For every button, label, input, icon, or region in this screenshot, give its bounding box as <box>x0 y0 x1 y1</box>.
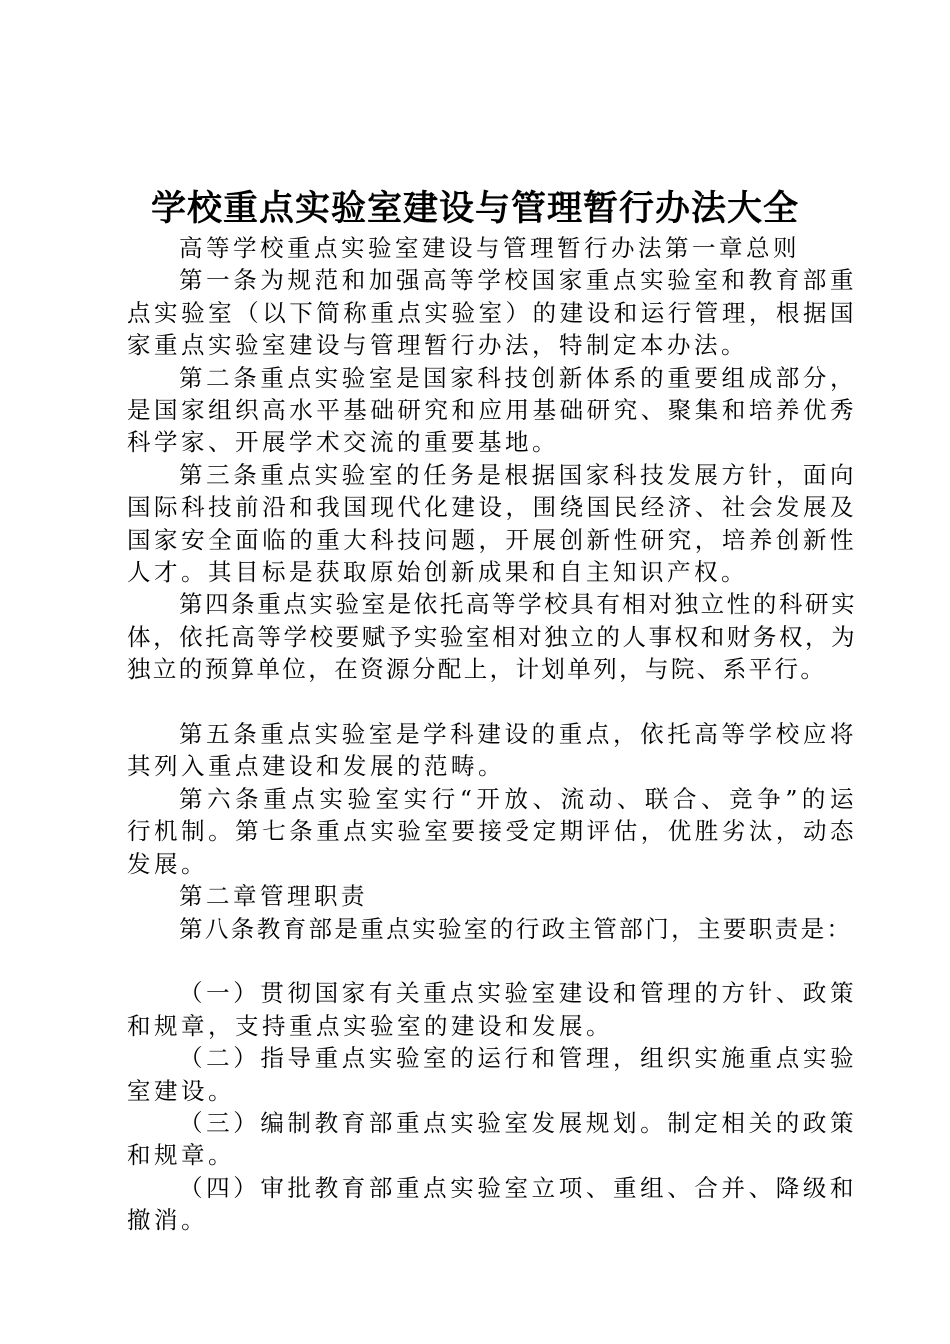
paragraph-article-5: 第五条重点实验室是学科建设的重点，依托高等学校应将其列入重点建设和发展的范畴。 <box>127 720 857 781</box>
paragraph-item-4: （四）审批教育部重点实验室立项、重组、合并、降级和撤消。 <box>127 1173 857 1235</box>
paragraph-article-3: 第三条重点实验室的任务是根据国家科技发展方针，面向国际科技前沿和我国现代化建设，围绕国民经济、社会发展及国家安全面临的重大科技问题，开展创新性研究，培养创新性人才。其目标是获取原始创新成果和自主知识产权。 <box>127 460 857 587</box>
paragraph-article-4: 第四条重点实验室是依托高等学校具有相对独立性的科研实体，依托高等学校要赋予实验室相对独立的人事权和财务权，为独立的预算单位，在资源分配上，计划单列，与院、系平行。 <box>127 590 857 684</box>
paragraph-article-8: 第八条教育部是重点实验室的行政主管部门，主要职责是： <box>179 914 853 943</box>
paragraph-article-6-7: 第六条重点实验室实行“开放、流动、联合、竞争”的运行机制。第七条重点实验室要接受定期评估，优胜劣汰，动态发展。 <box>127 784 857 878</box>
document-body <box>127 232 857 1237</box>
paragraph-item-3: （三）编制教育部重点实验室发展规划。制定相关的政策和规章。 <box>127 1108 857 1170</box>
paragraph-spacer <box>127 686 857 718</box>
paragraph-item-1: （一）贯彻国家有关重点实验室建设和管理的方针、政策和规章，支持重点实验室的建设和发展。 <box>127 979 857 1040</box>
paragraph-chapter-2-heading: 第二章管理职责 <box>179 882 368 911</box>
paragraph-article-1: 第一条为规范和加强高等学校国家重点实验室和教育部重点实验室（以下简称重点实验室）的建设和运行管理，根据国家重点实验室建设与管理暂行办法，特制定本办法。 <box>127 266 857 360</box>
paragraph-article-2: 第二条重点实验室是国家科技创新体系的重要组成部分，是国家组织高水平基础研究和应用基础研究、聚集和培养优秀科学家、开展学术交流的重要基地。 <box>127 363 857 457</box>
paragraph-chapter-1-heading: 高等学校重点实验室建设与管理暂行办法第一章总则 <box>179 234 800 262</box>
paragraph-spacer <box>127 945 857 977</box>
document-title: 学校重点实验室建设与管理暂行办法大全 <box>150 189 799 229</box>
paragraph-item-2: （二）指导重点实验室的运行和管理，组织实施重点实验室建设。 <box>127 1044 857 1105</box>
